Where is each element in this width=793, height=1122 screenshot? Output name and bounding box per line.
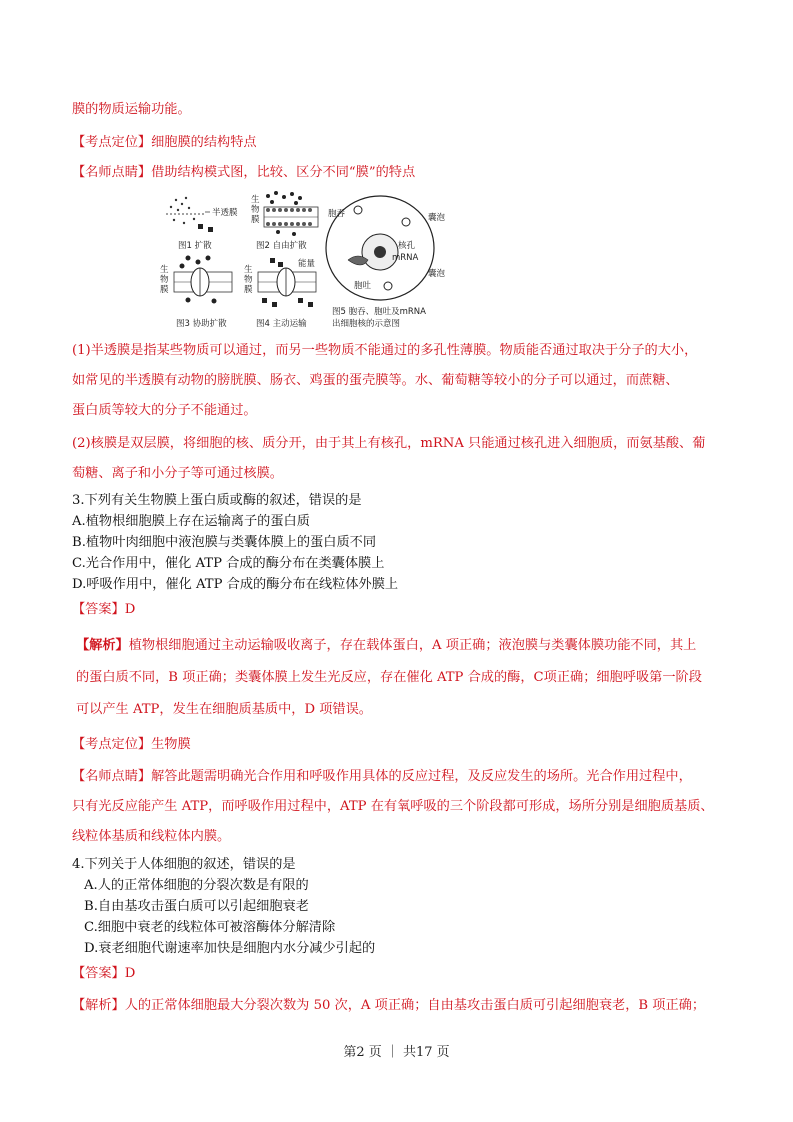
label-bio: 生	[251, 195, 260, 205]
note1-line: (1)半透膜是指某些物质可以通过，而另一些物质不能通过的多孔性薄膜。物质能否通过取决于分子的大小，	[72, 343, 698, 358]
page-footer: 第2 页 ｜ 共17 页	[343, 1045, 450, 1060]
fig3-label-mo: 膜	[160, 285, 169, 295]
q4-answer	[72, 964, 135, 984]
kaodian-tag: 【考点定位】	[72, 737, 152, 752]
q4-stem: 4.下列关于人体细胞的叙述，错误的是	[72, 857, 296, 872]
answer-value: D	[124, 966, 136, 981]
label-energy: 能量	[298, 259, 316, 269]
kaodian-text: 生物膜	[151, 737, 191, 752]
note1-line: 蛋白质等较大的分子不能通过。	[72, 403, 257, 418]
q3-option-c: C.光合作用中，催化 ATP 合成的酶分布在类囊体膜上	[72, 556, 385, 571]
fig3-caption: 图3 协助扩散	[176, 319, 227, 329]
fig5-endo-exocytosis	[326, 196, 446, 329]
q3-analysis-line: 可以产生 ATP，发生在细胞质基质中，D 项错误。	[76, 702, 372, 717]
mingshi-tag: 【名师点睛】	[72, 769, 152, 784]
fig5-caption-line1: 图5 胞吞、胞吐及mRNA	[332, 307, 426, 317]
fig3-facilitated-diffusion	[160, 256, 232, 330]
q4-option-d: D.衰老细胞代谢速率加快是细胞内水分减少引起的	[84, 941, 376, 956]
kaodian-section-1	[72, 133, 257, 153]
answer-value: D	[124, 602, 136, 617]
label-nangpao-2: 囊泡	[428, 269, 446, 279]
mingshi-section-1	[72, 163, 415, 183]
fig4-active-transport	[244, 258, 316, 329]
analysis-text: 植物根细胞通过主动运输吸收离子，存在载体蛋白，A 项正确；液泡膜与类囊体膜功能不同，其上	[128, 638, 697, 653]
q3-mingshi-line	[72, 767, 692, 787]
analysis-text: 人的正常体细胞最大分裂次数为 50 次，A 项正确；自由基攻击蛋白质可引起细胞衰老，B 项正确；	[124, 998, 706, 1013]
q3-mingshi-line: 线粒体基质和线粒体内膜。	[72, 829, 231, 844]
fig4-label-mo: 膜	[244, 285, 253, 295]
note2-line: 萄糖、离子和小分子等可通过核膜。	[72, 466, 283, 481]
q3-analysis-line	[76, 636, 696, 656]
note1-line: 如常见的半透膜有动物的膀胱膜、肠衣、鸡蛋的蛋壳膜等。水、葡萄糖等较小的分子可以通过，而蔗糖、	[72, 373, 679, 388]
q4-option-b: B.自由基攻击蛋白质可以引起细胞衰老	[84, 899, 309, 914]
fig4-caption: 图4 主动运输	[256, 319, 307, 329]
fig4-label-wu: 物	[244, 275, 253, 285]
q4-option-c: C.细胞中衰老的线粒体可被溶酶体分解清除	[84, 920, 336, 935]
label-nangpao-1: 囊泡	[428, 213, 446, 223]
note2-line: (2)核膜是双层膜，将细胞的核、质分开，由于其上有核孔，mRNA 只能通过核孔进入细胞质，而氨基酸、葡	[72, 436, 706, 451]
analysis-tag: 【解析】	[72, 998, 125, 1013]
label-mo: 膜	[251, 215, 260, 225]
fig1-diffusion	[166, 197, 238, 251]
kaodian-text: 细胞膜的结构特点	[151, 135, 257, 150]
analysis-tag: 【解析】	[76, 638, 129, 653]
q3-mingshi-line: 只有光反应能产生 ATP，而呼吸作用过程中，ATP 在有氧呼吸的三个阶段都可形成，场所分别是细胞质基质、	[72, 799, 714, 814]
fig1-caption: 图1 扩散	[178, 241, 212, 251]
label-baotun: 胞吞	[328, 209, 346, 219]
fig2-caption: 图2 自由扩散	[256, 241, 307, 251]
q3-analysis-line: 的蛋白质不同，B 项正确；类囊体膜上发生光反应，存在催化 ATP 合成的酶，C项正确；细胞呼吸第一阶段	[76, 670, 702, 685]
mingshi-tag: 【名师点睛】	[72, 165, 152, 180]
q3-kaodian	[72, 735, 191, 755]
membrane-transport-figure	[158, 190, 458, 332]
label-semipermeable: 半透膜	[212, 208, 238, 218]
q3-option-b: B.植物叶肉细胞中液泡膜与类囊体膜上的蛋白质不同	[72, 535, 377, 550]
mingshi-text: 解答此题需明确光合作用和呼吸作用具体的反应过程，及反应发生的场所。光合作用过程中，	[151, 769, 692, 784]
label-hekong: 核孔	[398, 241, 416, 251]
fig4-label-bio: 生	[244, 265, 253, 275]
q3-answer	[72, 600, 135, 620]
fig3-label-bio: 生	[160, 265, 169, 275]
continuation-text: 膜的物质运输功能。	[72, 102, 191, 117]
answer-tag: 【答案】	[72, 602, 125, 617]
q3-option-a: A.植物根细胞膜上存在运输离子的蛋白质	[72, 514, 310, 529]
answer-tag: 【答案】	[72, 966, 125, 981]
kaodian-tag: 【考点定位】	[72, 135, 152, 150]
fig3-label-wu: 物	[160, 275, 169, 285]
mingshi-text: 借助结构模式图，比较、区分不同“膜”的特点	[151, 165, 416, 180]
q3-stem: 3.下列有关生物膜上蛋白质或酶的叙述，错误的是	[72, 493, 362, 508]
fig2-free-diffusion	[251, 191, 318, 251]
fig5-caption-line2: 出细胞核的示意图	[332, 319, 401, 329]
label-mrna: mRNA	[392, 253, 419, 263]
q4-option-a: A.人的正常体细胞的分裂次数是有限的	[84, 878, 309, 893]
label-baotu: 胞吐	[354, 281, 372, 291]
q3-option-d: D.呼吸作用中，催化 ATP 合成的酶分布在线粒体外膜上	[72, 577, 399, 592]
q4-analysis-line	[72, 996, 705, 1016]
label-wu: 物	[251, 205, 260, 215]
